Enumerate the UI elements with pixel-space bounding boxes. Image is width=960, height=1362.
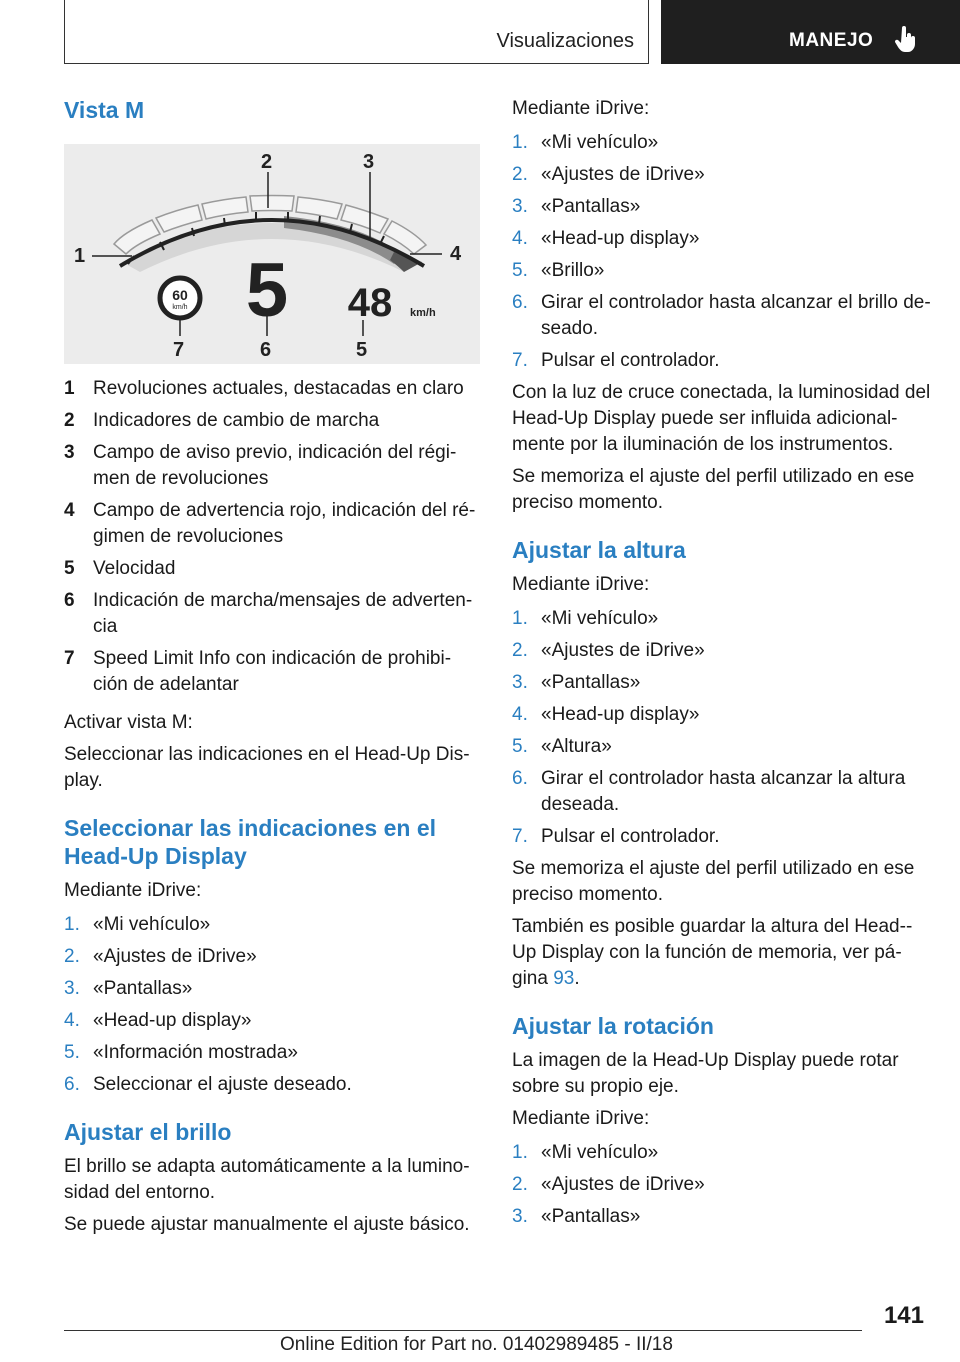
brillo-text-1: El brillo se adapta automáticamente a la lumino-sidad del entorno. [64, 1156, 470, 1203]
list-item: 1. «Mi vehículo» [512, 1142, 659, 1163]
legend-item: 6 Indicación de marcha/mensajes de adverten-cia [64, 590, 473, 637]
right-column [512, 96, 932, 1236]
list-item: 7. Pulsar el controlador. [512, 826, 720, 847]
brillo-note-2: Se memoriza el ajuste del perfil utilizado en ese preciso momento. [512, 466, 915, 513]
altura-note-2: También es posible guardar la altura del Head--Up Display con la función de memoria, ver pá-gina 93. [512, 916, 913, 989]
head-up-display-figure [64, 144, 480, 364]
brillo-note-1: Con la luz de cruce conectada, la luminosidad del Head-Up Display puede ser influida adicional-mente por la iluminación de los instrumentos. [512, 382, 931, 455]
page-reference-link[interactable]: 93 [553, 968, 575, 989]
page-number: 141 [883, 1302, 924, 1329]
heading-select-indications: Seleccionar las indicaciones en el Head-Up Display [64, 815, 437, 869]
list-item: 4. «Head-up display» [512, 704, 700, 725]
header-section-title: Visualizaciones [496, 30, 634, 52]
gear-indicator: 5 [245, 248, 289, 333]
list-item: 4. «Head-up display» [64, 1010, 252, 1031]
rotacion-text: La imagen de la Head-Up Display puede rotar sobre su propio eje. [512, 1050, 899, 1097]
speed-limit-unit: km/h [172, 304, 188, 311]
figure-legend [64, 376, 480, 698]
idrive-label: Mediante iDrive: [512, 574, 650, 595]
list-item: 2. «Ajustes de iDrive» [512, 1174, 705, 1195]
list-item: 2. «Ajustes de iDrive» [512, 164, 705, 185]
footer-divider [64, 1330, 862, 1331]
list-item: 3. «Pantallas» [512, 1206, 641, 1227]
m-view-illustration [64, 144, 480, 364]
legend-item: 5 Velocidad [64, 558, 176, 579]
callout-4: 4 [450, 243, 462, 265]
rotacion-steps-list [512, 1140, 932, 1230]
list-item: 6. Girar el controlador hasta alcanzar el brillo de-seado. [512, 292, 931, 339]
list-item: 5. «Brillo» [512, 260, 605, 281]
list-item: 5. «Información mostrada» [64, 1042, 298, 1063]
list-item: 5. «Altura» [512, 736, 612, 757]
hand-pointer-icon [895, 26, 917, 54]
brillo-steps-list [512, 130, 932, 374]
legend-item: 3 Campo de aviso previo, indicación del régi-men de revoluciones [64, 442, 457, 489]
list-item: 2. «Ajustes de iDrive» [512, 640, 705, 661]
heading-vista-m: Vista M [64, 97, 145, 123]
activate-label: Activar vista M: [64, 712, 193, 733]
callout-5: 5 [356, 339, 368, 361]
callout-1: 1 [74, 245, 86, 267]
callout-7: 7 [173, 339, 185, 361]
altura-note-1: Se memoriza el ajuste del perfil utilizado en ese preciso momento. [512, 858, 915, 905]
header-chapter-box [661, 0, 960, 64]
speed-unit: km/h [410, 307, 436, 319]
select-steps-list [64, 912, 480, 1098]
heading-rotacion: Ajustar la rotación [512, 1013, 714, 1039]
list-item: 4. «Head-up display» [512, 228, 700, 249]
list-item: 6. Seleccionar el ajuste deseado. [64, 1074, 352, 1095]
list-item: 1. «Mi vehículo» [512, 132, 659, 153]
list-item: 7. Pulsar el controlador. [512, 350, 720, 371]
heading-brillo: Ajustar el brillo [64, 1119, 232, 1145]
idrive-label: Mediante iDrive: [512, 98, 650, 119]
activate-text: Seleccionar las indicaciones en el Head-Up Dis-play. [64, 744, 470, 791]
list-item: 3. «Pantallas» [512, 672, 641, 693]
brillo-text-2: Se puede ajustar manualmente el ajuste básico. [64, 1214, 470, 1235]
callout-2: 2 [261, 151, 273, 173]
header-chapter-title: MANEJO [789, 30, 874, 51]
list-item: 2. «Ajustes de iDrive» [64, 946, 257, 967]
altura-steps-list [512, 606, 932, 850]
list-item: 6. Girar el controlador hasta alcanzar la altura deseada. [512, 768, 906, 815]
list-item: 3. «Pantallas» [512, 196, 641, 217]
idrive-label: Mediante iDrive: [512, 1108, 650, 1129]
heading-altura: Ajustar la altura [512, 537, 686, 563]
list-item: 3. «Pantallas» [64, 978, 193, 999]
list-item: 1. «Mi vehículo» [512, 608, 659, 629]
legend-item: 7 Speed Limit Info con indicación de prohibi-ción de adelantar [64, 648, 452, 695]
header-section-box [64, 0, 649, 64]
idrive-label: Mediante iDrive: [64, 880, 202, 901]
list-item: 1. «Mi vehículo» [64, 914, 211, 935]
speed-limit-value: 60 [172, 287, 188, 303]
edition-footer: Online Edition for Part no. 01402989485 - II/18 [280, 1334, 673, 1355]
legend-item: 4 Campo de advertencia rojo, indicación del ré-gimen de revoluciones [64, 500, 476, 547]
left-column [64, 96, 480, 1244]
legend-item: 2 Indicadores de cambio de marcha [64, 410, 380, 431]
speed-value: 48 [347, 281, 393, 325]
callout-3: 3 [363, 151, 375, 173]
legend-item: 1 Revoluciones actuales, destacadas en claro [64, 378, 464, 399]
callout-6: 6 [260, 339, 272, 361]
